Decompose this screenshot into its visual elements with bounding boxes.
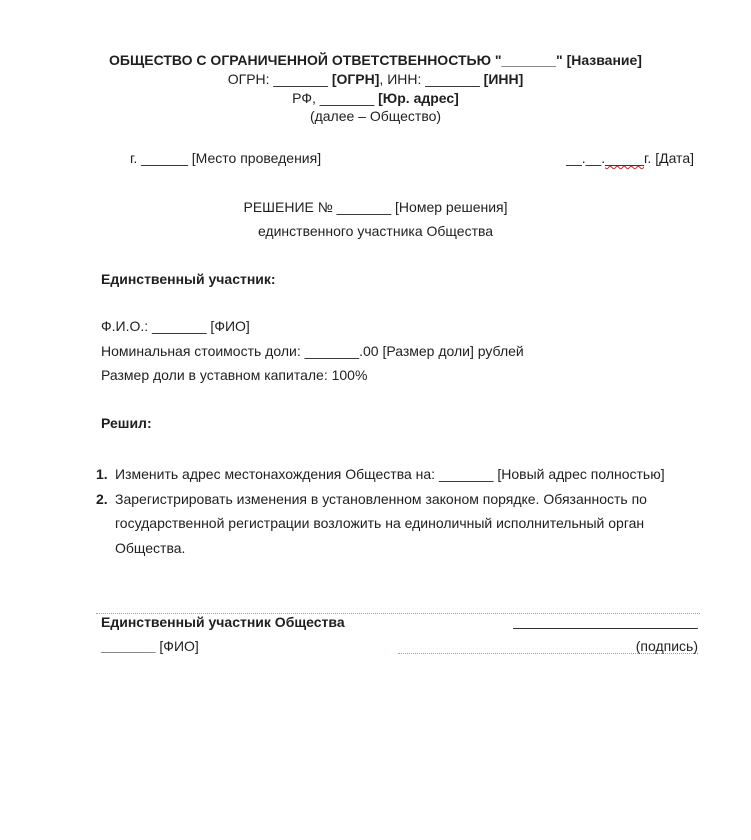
- date-prefix: __.__.: [566, 150, 606, 166]
- signature-heading: Единственный участник Общества: [101, 614, 345, 630]
- list-item: [96, 487, 676, 561]
- legal-address-line: [0, 90, 751, 106]
- address-placeholder: [Юр. адрес]: [378, 90, 459, 106]
- ogrn-prefix: ОГРН: _______: [227, 71, 332, 87]
- participant-heading: Единственный участник:: [101, 271, 276, 287]
- company-title: ОБЩЕСТВО С ОГРАНИЧЕННОЙ ОТВЕТСТВЕННОСТЬЮ "_______" [Название]: [109, 52, 642, 68]
- company-alias: (далее – Общество): [309, 108, 442, 124]
- signature-fio: [101, 638, 199, 654]
- address-prefix: РФ, _______: [292, 90, 379, 106]
- participant-fio: Ф.И.О.: _______ [ФИО]: [101, 318, 250, 334]
- signature-fio-placeholder: [ФИО]: [155, 638, 199, 654]
- meeting-place: г. ______ [Место проведения]: [130, 150, 322, 166]
- resolution-heading: Решил:: [101, 415, 152, 431]
- signature-caption: (подпись): [635, 638, 698, 654]
- meeting-date: [566, 150, 694, 166]
- decision-title: РЕШЕНИЕ № _______ [Номер решения]: [243, 199, 508, 215]
- ogrn-placeholder: [ОГРН]: [331, 71, 380, 87]
- list-item-number: 2.: [96, 490, 108, 507]
- signature-fio-blank: _______: [101, 638, 156, 654]
- list-item-text: Зарегистрировать изменения в установленном законом порядке. Обязанность по государственной регистрации возложить на единоличный исполнительный орган Общества.: [115, 490, 647, 556]
- date-year-blank: _____: [605, 150, 645, 166]
- participant-nominal-value: Номинальная стоимость доли: _______.00 [Размер доли] рублей: [101, 343, 524, 359]
- inn-prefix: , ИНН: _______: [379, 71, 484, 87]
- list-item-number: 1.: [96, 466, 108, 482]
- participant-share: Размер доли в уставном капитале: 100%: [101, 367, 368, 383]
- list-item-text: Изменить адрес местонахождения Общества на: _______ [Новый адрес полностью]: [115, 466, 665, 482]
- list-item: [96, 462, 676, 487]
- inn-placeholder: [ИНН]: [483, 71, 524, 87]
- resolution-list: [96, 462, 676, 560]
- decision-subtitle: единственного участника Общества: [257, 223, 494, 239]
- ogrn-inn-line: [0, 71, 751, 87]
- signature-line: [513, 628, 698, 629]
- date-suffix: г. [Дата]: [644, 150, 694, 166]
